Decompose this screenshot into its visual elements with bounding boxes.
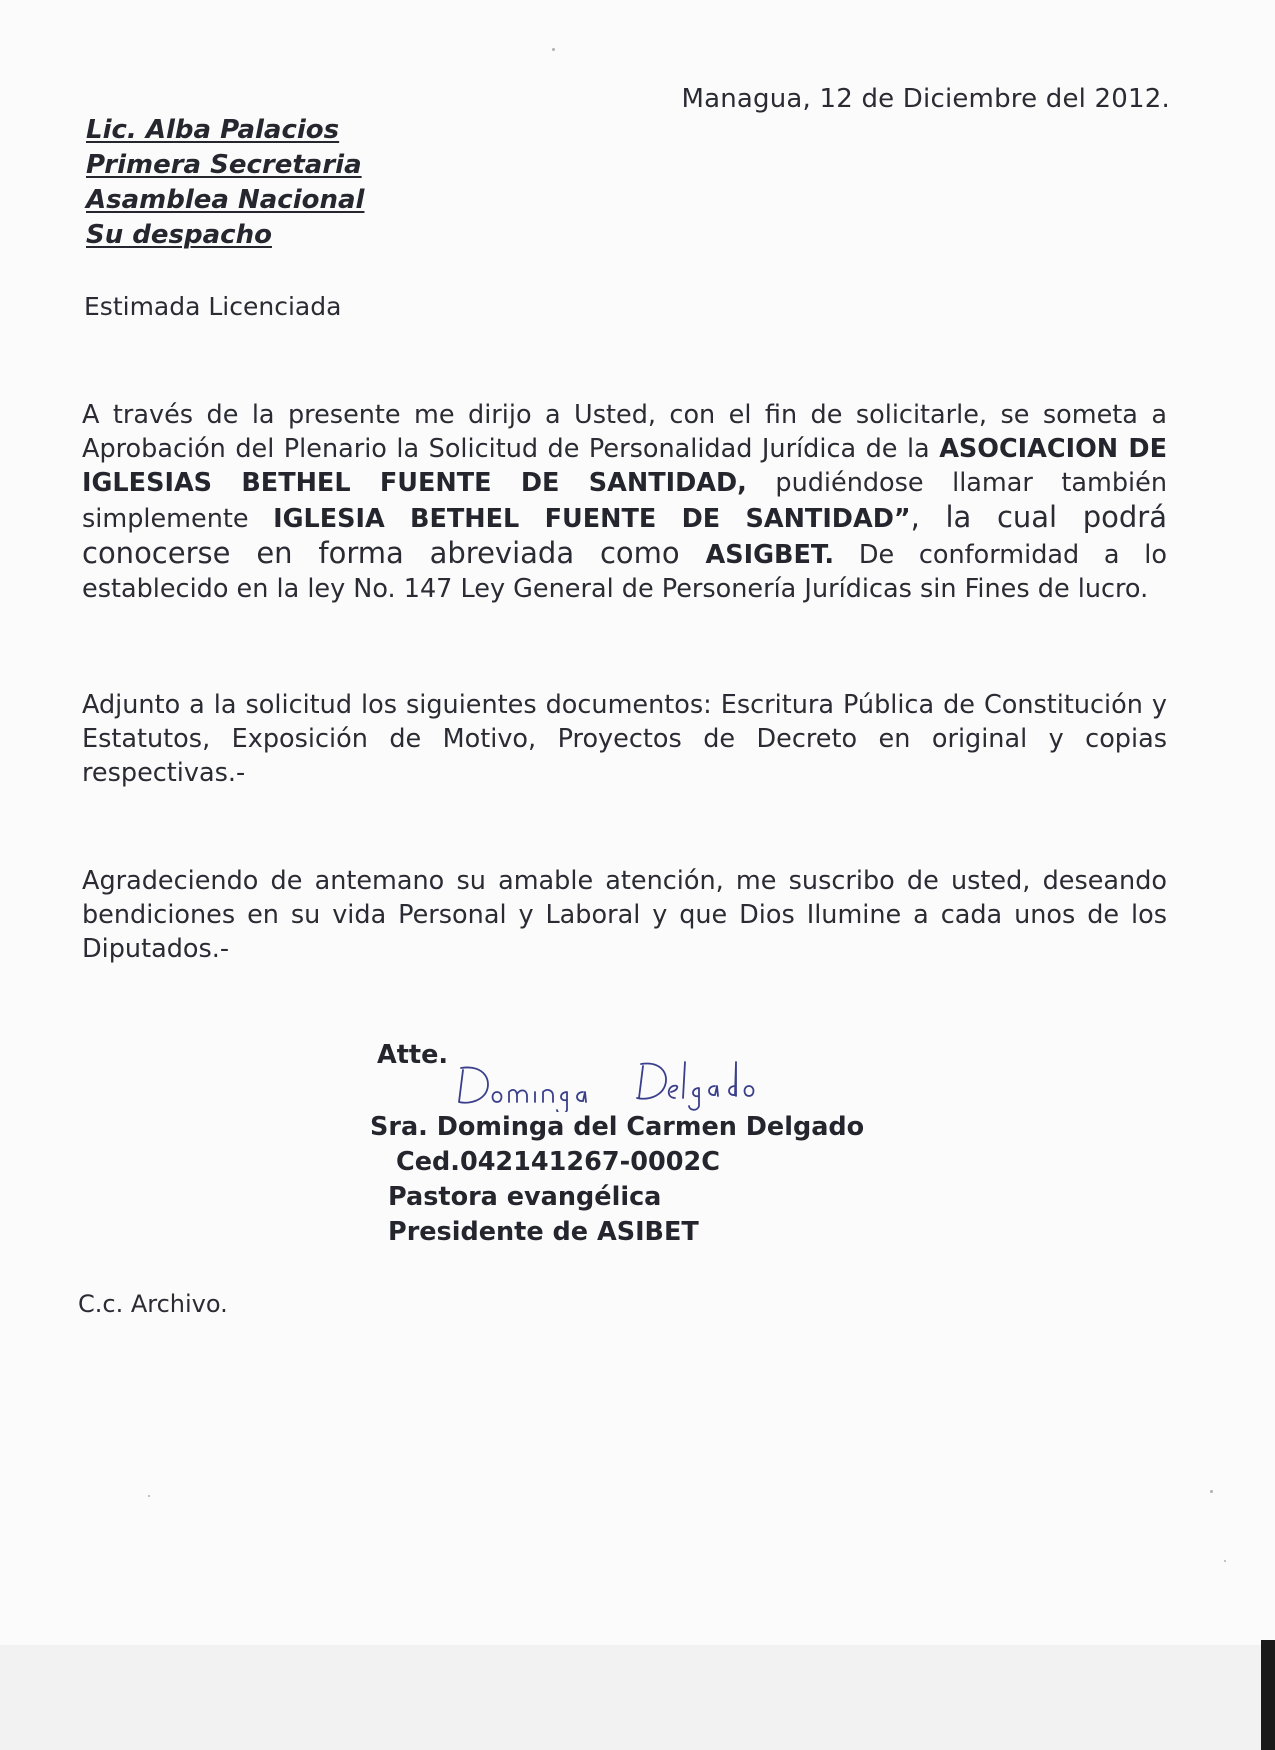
- addressee-name: Lic. Alba Palacios: [86, 115, 340, 145]
- addressee-block: [86, 113, 364, 253]
- paragraph-closing: Agradeciendo de antemano su amable atención, me suscribo de usted, deseando bendiciones en su vida Personal y Laboral y que Dios Ilumine a cada unos de los Diputados.-: [82, 866, 1167, 964]
- closing-atte: Atte.: [377, 1040, 449, 1070]
- paragraph-request-text-1: A través de la presente me dirijo a Usted, con el fin de solicitarle, se someta a Aprobación del Plenario la Solicitud de Personalidad Jurídica de la: [82, 400, 1167, 464]
- carbon-copy: C.c. Archivo.: [78, 1290, 228, 1318]
- organization-full-name: ASOCIACION DE IGLESIAS BETHEL FUENTE DE SANTIDAD,: [82, 434, 1167, 498]
- scan-speck: [1224, 1560, 1226, 1562]
- paragraph-request-text-3: , la cual podrá conocerse en forma abreviada como: [82, 500, 1168, 570]
- signer-name: Sra. Dominga del Carmen Delgado: [370, 1112, 865, 1142]
- signer-title: Presidente de ASIBET: [388, 1217, 699, 1247]
- paragraph-attachments: Adjunto a la solicitud los siguientes documentos: Escritura Pública de Constitución y Estatutos, Exposición de Motivo, Proyectos de Decreto en original y copias respectivas.-: [82, 690, 1167, 788]
- signer-id: Ced.042141267-0002C: [396, 1147, 720, 1177]
- addressee-institution: Asamblea Nacional: [86, 185, 365, 215]
- paragraph-request-text-4: De conformidad a lo establecido en la ley No. 147 Ley General de Personería Jurídicas sin Fines de lucro.: [82, 540, 1167, 604]
- scan-speck: [552, 48, 555, 51]
- addressee-position: Primera Secretaria: [86, 150, 362, 180]
- organization-short-name: IGLESIA BETHEL FUENTE DE SANTIDAD”: [273, 504, 911, 534]
- letter-date: Managua, 12 de Diciembre del 2012.: [681, 84, 1170, 114]
- addressee-office: Su despacho: [86, 220, 272, 250]
- scan-bottom-edge: [0, 1645, 1275, 1750]
- scan-dark-edge: [1261, 1640, 1275, 1750]
- organization-acronym: ASIGBET.: [705, 540, 835, 570]
- paragraph-request: [82, 398, 1167, 606]
- scan-speck: [148, 1495, 150, 1497]
- paragraph-request-text-2: pudiéndose llamar también simplemente: [82, 468, 1167, 534]
- handwritten-signature: [455, 1052, 775, 1112]
- greeting: Estimada Licenciada: [84, 292, 342, 321]
- scan-speck: [1210, 1490, 1213, 1493]
- signer-role: Pastora evangélica: [388, 1182, 662, 1212]
